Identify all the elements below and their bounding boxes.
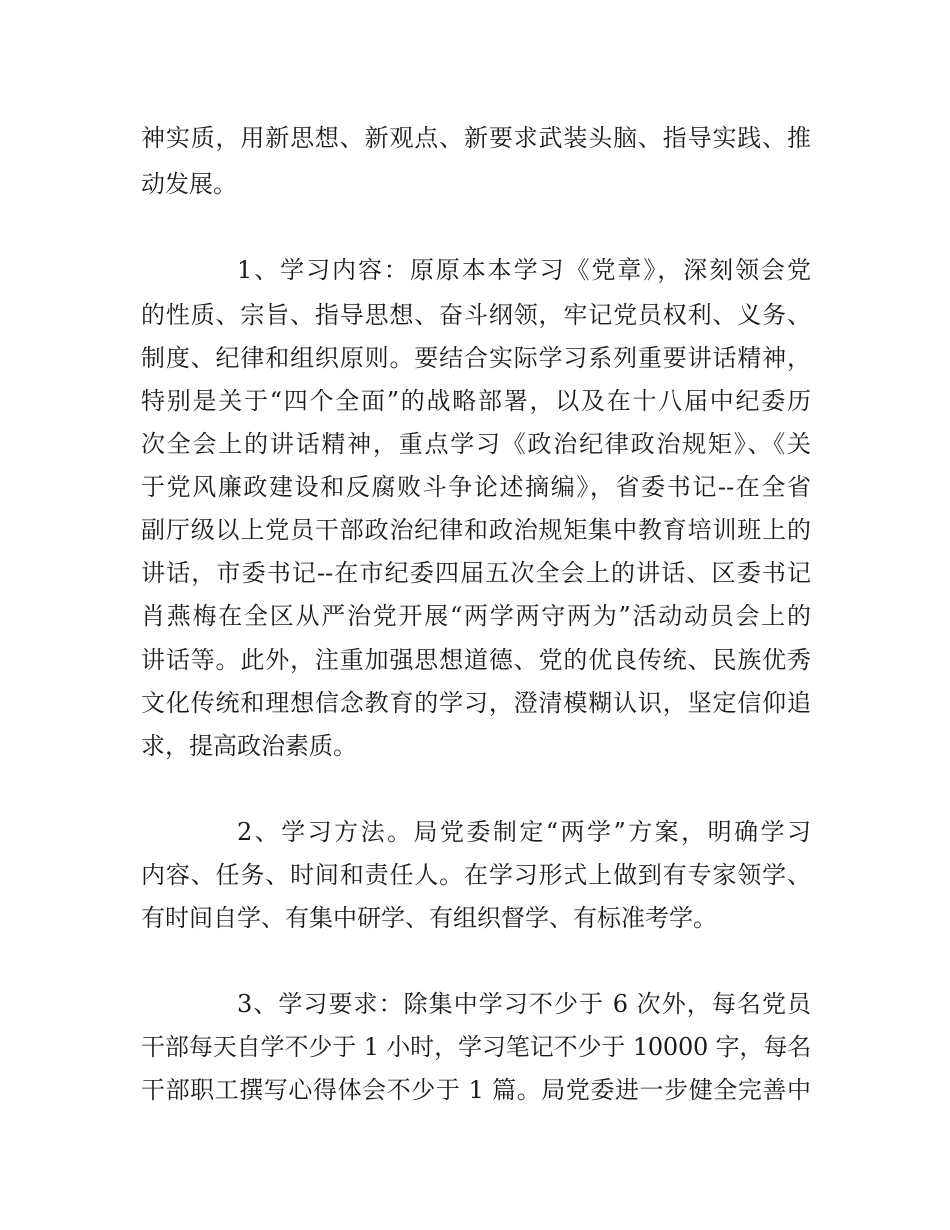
text-line: 干部职工撰写心得体会不少于 1 篇。局党委进一步健全完善中	[141, 1076, 811, 1104]
text-line: 次全会上的讲话精神，重点学习《政治纪律政治规矩》、《关	[141, 430, 811, 458]
text-line: 制度、纪律和组织原则。要结合实际学习系列重要讲话精神，	[141, 344, 811, 372]
text-line: 2、学习方法。局党委制定“两学”方案，明确学习	[237, 818, 811, 846]
text-line: 有时间自学、有集中研学、有组织督学、有标准考学。	[141, 904, 717, 932]
text-line: 文化传统和理想信念教育的学习，澄清模糊认识，坚定信仰追	[141, 689, 811, 717]
text-line: 特别是关于“四个全面”的战略部署，以及在十八届中纪委历	[141, 387, 811, 415]
text-line: 内容、任务、时间和责任人。在学习形式上做到有专家领学、	[141, 861, 811, 889]
text-line: 1、学习内容：原原本本学习《党章》，深刻领会党	[237, 256, 811, 284]
text-line: 讲话，市委书记--在市纪委四届五次全会上的讲话、区委书记	[141, 559, 811, 587]
text-line: 讲话等。此外，注重加强思想道德、党的优良传统、民族优秀	[141, 646, 811, 674]
text-line: 于党风廉政建设和反腐败斗争论述摘编》，省委书记--在全省	[141, 473, 811, 501]
text-line: 求，提高政治素质。	[141, 732, 357, 760]
text-line: 肖燕梅在全区从严治党开展“两学两守两为”活动动员会上的	[141, 602, 811, 630]
text-line: 3、学习要求：除集中学习不少于 6 次外，每名党员	[237, 990, 811, 1018]
text-line: 动发展。	[141, 170, 237, 198]
text-line: 的性质、宗旨、指导思想、奋斗纲领，牢记党员权利、义务、	[141, 301, 811, 329]
text-line: 神实质，用新思想、新观点、新要求武装头脑、指导实践、推	[141, 124, 811, 152]
text-line: 副厅级以上党员干部政治纪律和政治规矩集中教育培训班上的	[141, 516, 811, 544]
text-line: 干部每天自学不少于 1 小时，学习笔记不少于 10000 字，每名	[141, 1033, 811, 1061]
